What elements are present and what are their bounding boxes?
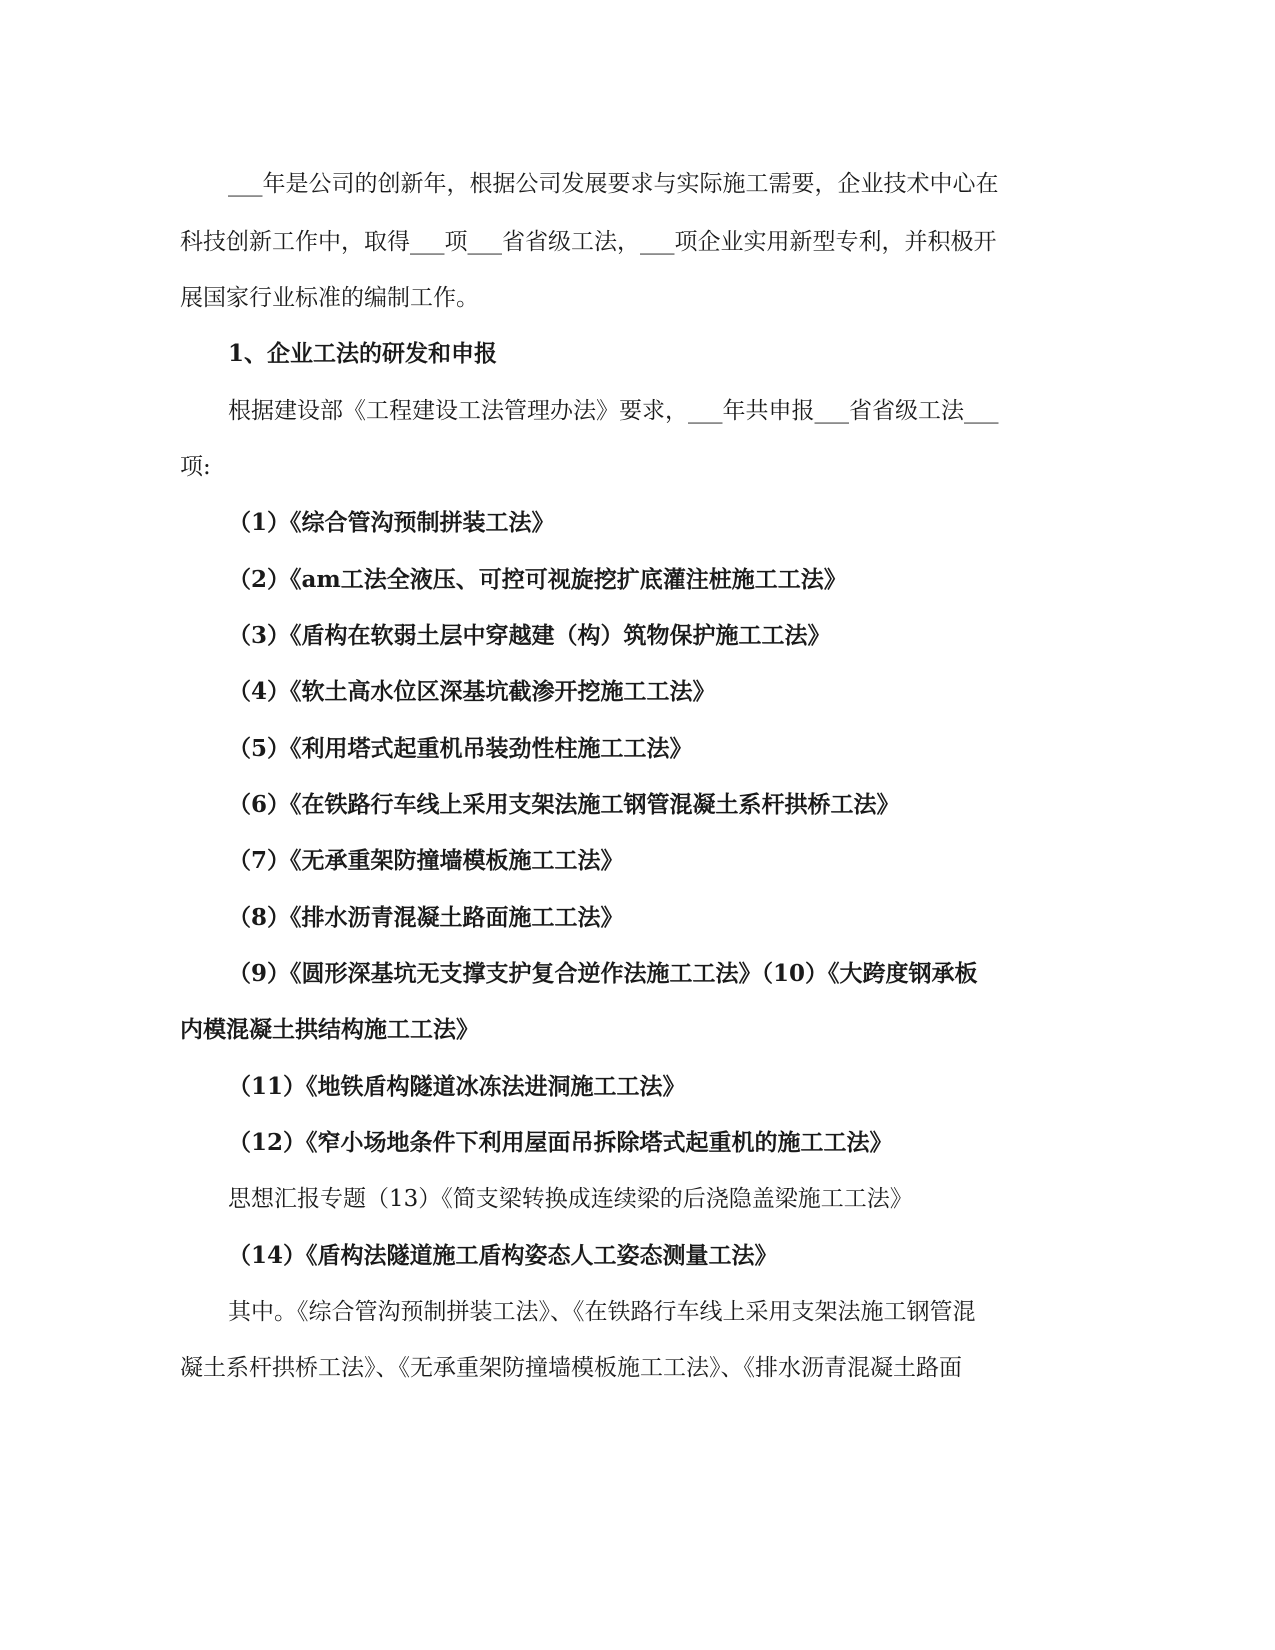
list-item: （11）《地铁盾构隧道冰冻法进洞施工工法》 xyxy=(228,1073,686,1100)
list-item: （3）《盾构在软弱土层中穿越建（构）筑物保护施工工法》 xyxy=(228,622,831,649)
list-item: （14）《盾构法隧道施工盾构姿态人工姿态测量工法》 xyxy=(228,1242,778,1269)
list-item: 内模混凝土拱结构施工工法》 xyxy=(180,1016,479,1043)
paragraph-line: 思想汇报专题（13）《简支梁转换成连续梁的后浇隐盖梁施工工法》 xyxy=(228,1186,913,1212)
paragraph-line: 凝土系杆拱桥工法》、《无承重架防撞墙模板施工工法》、《排水沥青混凝土路面 xyxy=(180,1355,962,1381)
list-item: （4）《软土高水位区深基坑截渗开挖施工工法》 xyxy=(228,678,716,705)
paragraph-line: 展国家行业标准的编制工作。 xyxy=(180,285,479,311)
paragraph-line: 根据建设部《工程建设工法管理办法》要求，___年共申报___省省级工法___ xyxy=(228,398,999,424)
list-item: （12）《窄小场地条件下利用屋面吊拆除塔式起重机的施工工法》 xyxy=(228,1129,893,1156)
paragraph-line: 其中。《综合管沟预制拼装工法》、《在铁路行车线上采用支架法施工钢管混 xyxy=(228,1299,976,1325)
list-item: （6）《在铁路行车线上采用支架法施工钢管混凝土系杆拱桥工法》 xyxy=(228,791,900,818)
list-item: （5）《利用塔式起重机吊装劲性柱施工工法》 xyxy=(228,735,693,762)
list-item: （8）《排水沥青混凝土路面施工工法》 xyxy=(228,904,624,931)
paragraph-line: 科技创新工作中，取得___项___省省级工法，___项企业实用新型专利，并积极开 xyxy=(180,229,997,255)
list-item: （9）《圆形深基坑无支撑支护复合逆作法施工工法》（10）《大跨度钢承板 xyxy=(228,960,978,987)
paragraph-line: 项: xyxy=(180,454,211,480)
section-heading: 1、企业工法的研发和申报 xyxy=(228,340,498,367)
paragraph-line: ___年是公司的创新年，根据公司发展要求与实际施工需要，企业技术中心在 xyxy=(228,171,999,197)
list-item: （7）《无承重架防撞墙模板施工工法》 xyxy=(228,847,624,874)
list-item: （1）《综合管沟预制拼装工法》 xyxy=(228,509,555,536)
list-item: （2）《am工法全液压、可控可视旋挖扩底灌注桩施工工法》 xyxy=(228,566,847,593)
